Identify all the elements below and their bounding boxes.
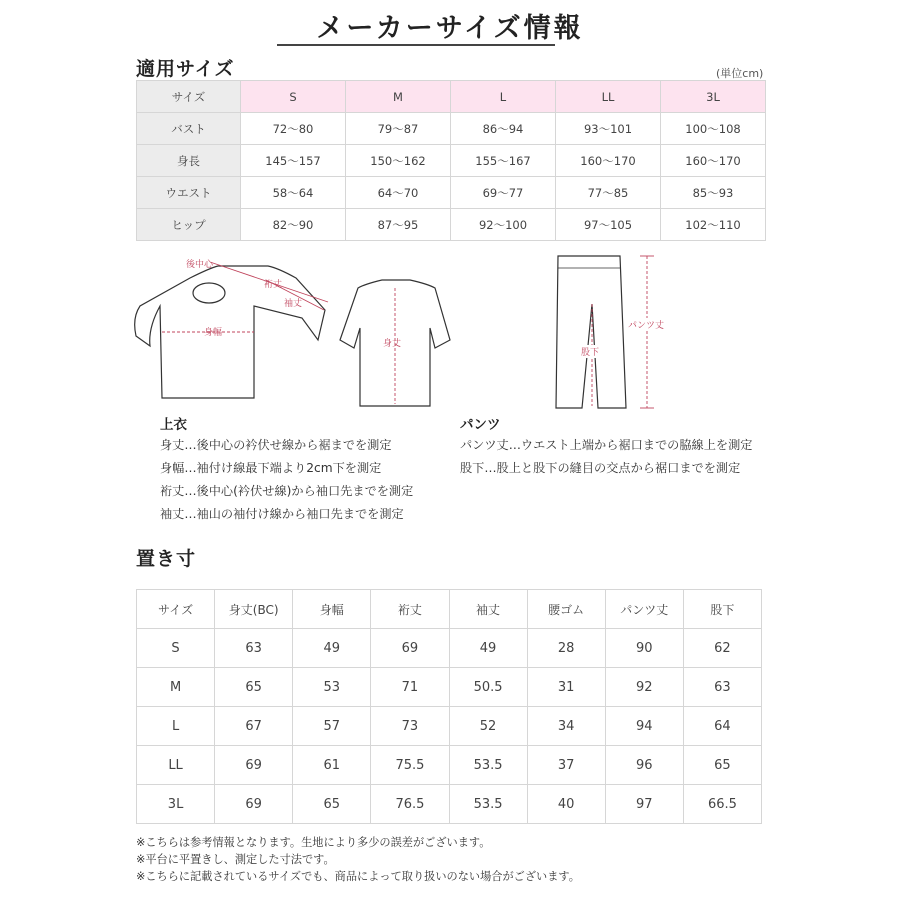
row-label: 3L xyxy=(137,785,215,824)
table-cell: 71 xyxy=(371,668,449,707)
table-cell: 96 xyxy=(605,746,683,785)
table-cell: 53.5 xyxy=(449,785,527,824)
desc-line: 裄丈…後中心(衿伏せ線)から袖口先までを測定 xyxy=(160,484,414,498)
sleeve-label: 袖丈 xyxy=(284,299,303,309)
table-row xyxy=(137,145,766,177)
table-cell: 69～77 xyxy=(451,177,556,209)
table-cell: 49 xyxy=(449,629,527,668)
table-cell: 72～80 xyxy=(241,113,346,145)
table-cell: 77～85 xyxy=(556,177,661,209)
table-cell: 87～95 xyxy=(346,209,451,241)
row-label: LL xyxy=(137,746,215,785)
note-line: ※平台に平置きし、測定した寸法です。 xyxy=(136,853,335,866)
table-cell: 97～105 xyxy=(556,209,661,241)
table-cell: 94 xyxy=(605,707,683,746)
page-title: メーカーサイズ情報 xyxy=(316,13,584,44)
table-row xyxy=(137,785,762,824)
table-cell: 37 xyxy=(527,746,605,785)
desc-line: 袖丈…袖山の袖付け線から袖口先までを測定 xyxy=(160,507,404,521)
row-label: M xyxy=(137,668,215,707)
back-center-label: 後中心 xyxy=(186,260,214,270)
table-row xyxy=(137,629,762,668)
table-cell: 90 xyxy=(605,629,683,668)
table-cell: 92 xyxy=(605,668,683,707)
table-cell: 64～70 xyxy=(346,177,451,209)
row-label: バスト xyxy=(137,113,241,145)
table-cell: 65 xyxy=(293,785,371,824)
table-cell: 97 xyxy=(605,785,683,824)
table-cell: 82～90 xyxy=(241,209,346,241)
table-row xyxy=(137,746,762,785)
table-cell: 92～100 xyxy=(451,209,556,241)
size-chart-table xyxy=(136,80,766,241)
header-cell: サイズ xyxy=(137,81,241,113)
pants-length-label: パンツ丈 xyxy=(628,318,664,331)
row-label: 身長 xyxy=(137,145,241,177)
header-cell: サイズ xyxy=(137,590,215,629)
table-cell: 53 xyxy=(293,668,371,707)
table-cell: 50.5 xyxy=(449,668,527,707)
table-cell: 160～170 xyxy=(661,145,766,177)
table-cell: 69 xyxy=(215,785,293,824)
table-cell: 155～167 xyxy=(451,145,556,177)
pants-desc-heading: パンツ xyxy=(460,417,501,433)
title-underline xyxy=(277,44,555,46)
header-cell: 腰ゴム xyxy=(527,590,605,629)
table-cell: 53.5 xyxy=(449,746,527,785)
table-cell: 52 xyxy=(449,707,527,746)
size-chart-heading: 適用サイズ xyxy=(136,58,235,80)
header-cell: 3L xyxy=(661,81,766,113)
note-line: ※こちらに記載されているサイズでも、商品によって取り扱いのない場合がございます。 xyxy=(136,870,580,883)
top-desc-heading: 上衣 xyxy=(160,417,187,433)
table-cell: 49 xyxy=(293,629,371,668)
table-row xyxy=(137,209,766,241)
header-cell: パンツ丈 xyxy=(605,590,683,629)
header-cell: L xyxy=(451,81,556,113)
pants-desc-list xyxy=(460,434,753,480)
desc-line: 股下…股上と股下の縫目の交点から裾口までを測定 xyxy=(460,461,741,475)
desc-line: 身丈…後中心の衿伏せ線から裾までを測定 xyxy=(160,438,392,452)
table-cell: 75.5 xyxy=(371,746,449,785)
table-cell: 61 xyxy=(293,746,371,785)
table-cell: 69 xyxy=(371,629,449,668)
row-label: S xyxy=(137,629,215,668)
table-cell: 73 xyxy=(371,707,449,746)
table-row xyxy=(137,668,762,707)
header-cell: S xyxy=(241,81,346,113)
front-neckline xyxy=(193,283,225,303)
row-label: ウエスト xyxy=(137,177,241,209)
table-cell: 85～93 xyxy=(661,177,766,209)
header-cell: 身丈(BC) xyxy=(215,590,293,629)
table-cell: 145～157 xyxy=(241,145,346,177)
note-line: ※こちらは参考情報となります。生地により多少の誤差がございます。 xyxy=(136,836,491,849)
table-cell: 57 xyxy=(293,707,371,746)
inseam-label: 股下 xyxy=(581,345,599,358)
body-width-label: 身幅 xyxy=(204,328,223,338)
flat-chart-header-row xyxy=(137,590,762,629)
table-cell: 63 xyxy=(215,629,293,668)
row-label: L xyxy=(137,707,215,746)
table-cell: 40 xyxy=(527,785,605,824)
table-cell: 65 xyxy=(215,668,293,707)
notes xyxy=(136,834,580,885)
table-cell: 67 xyxy=(215,707,293,746)
table-row xyxy=(137,707,762,746)
table-cell: 69 xyxy=(215,746,293,785)
table-cell: 66.5 xyxy=(683,785,761,824)
table-cell: 28 xyxy=(527,629,605,668)
table-cell: 86～94 xyxy=(451,113,556,145)
table-cell: 65 xyxy=(683,746,761,785)
table-cell: 150～162 xyxy=(346,145,451,177)
table-cell: 31 xyxy=(527,668,605,707)
size-chart-header-row xyxy=(137,81,766,113)
table-cell: 79～87 xyxy=(346,113,451,145)
table-cell: 76.5 xyxy=(371,785,449,824)
table-row xyxy=(137,113,766,145)
flat-chart-heading: 置き寸 xyxy=(136,548,197,570)
row-label: ヒップ xyxy=(137,209,241,241)
table-cell: 62 xyxy=(683,629,761,668)
flat-chart-table xyxy=(136,589,762,824)
pants-outline xyxy=(556,256,626,408)
desc-line: パンツ丈…ウエスト上端から裾口までの脇線上を測定 xyxy=(460,438,753,452)
header-cell: 袖丈 xyxy=(449,590,527,629)
top-desc-list xyxy=(160,434,413,526)
table-cell: 102～110 xyxy=(661,209,766,241)
table-cell: 63 xyxy=(683,668,761,707)
table-cell: 64 xyxy=(683,707,761,746)
header-cell: 身幅 xyxy=(293,590,371,629)
unit-label: (単位cm) xyxy=(716,67,764,80)
header-cell: 股下 xyxy=(683,590,761,629)
header-cell: 裄丈 xyxy=(371,590,449,629)
table-cell: 93～101 xyxy=(556,113,661,145)
table-cell: 100～108 xyxy=(661,113,766,145)
table-cell: 58～64 xyxy=(241,177,346,209)
yuki-label: 裄丈 xyxy=(264,280,283,290)
table-cell: 34 xyxy=(527,707,605,746)
header-cell: M xyxy=(346,81,451,113)
desc-line: 身幅…袖付け線最下端より2cm下を測定 xyxy=(160,461,382,475)
table-row xyxy=(137,177,766,209)
body-length-label: 身丈 xyxy=(383,339,402,349)
table-cell: 160～170 xyxy=(556,145,661,177)
header-cell: LL xyxy=(556,81,661,113)
